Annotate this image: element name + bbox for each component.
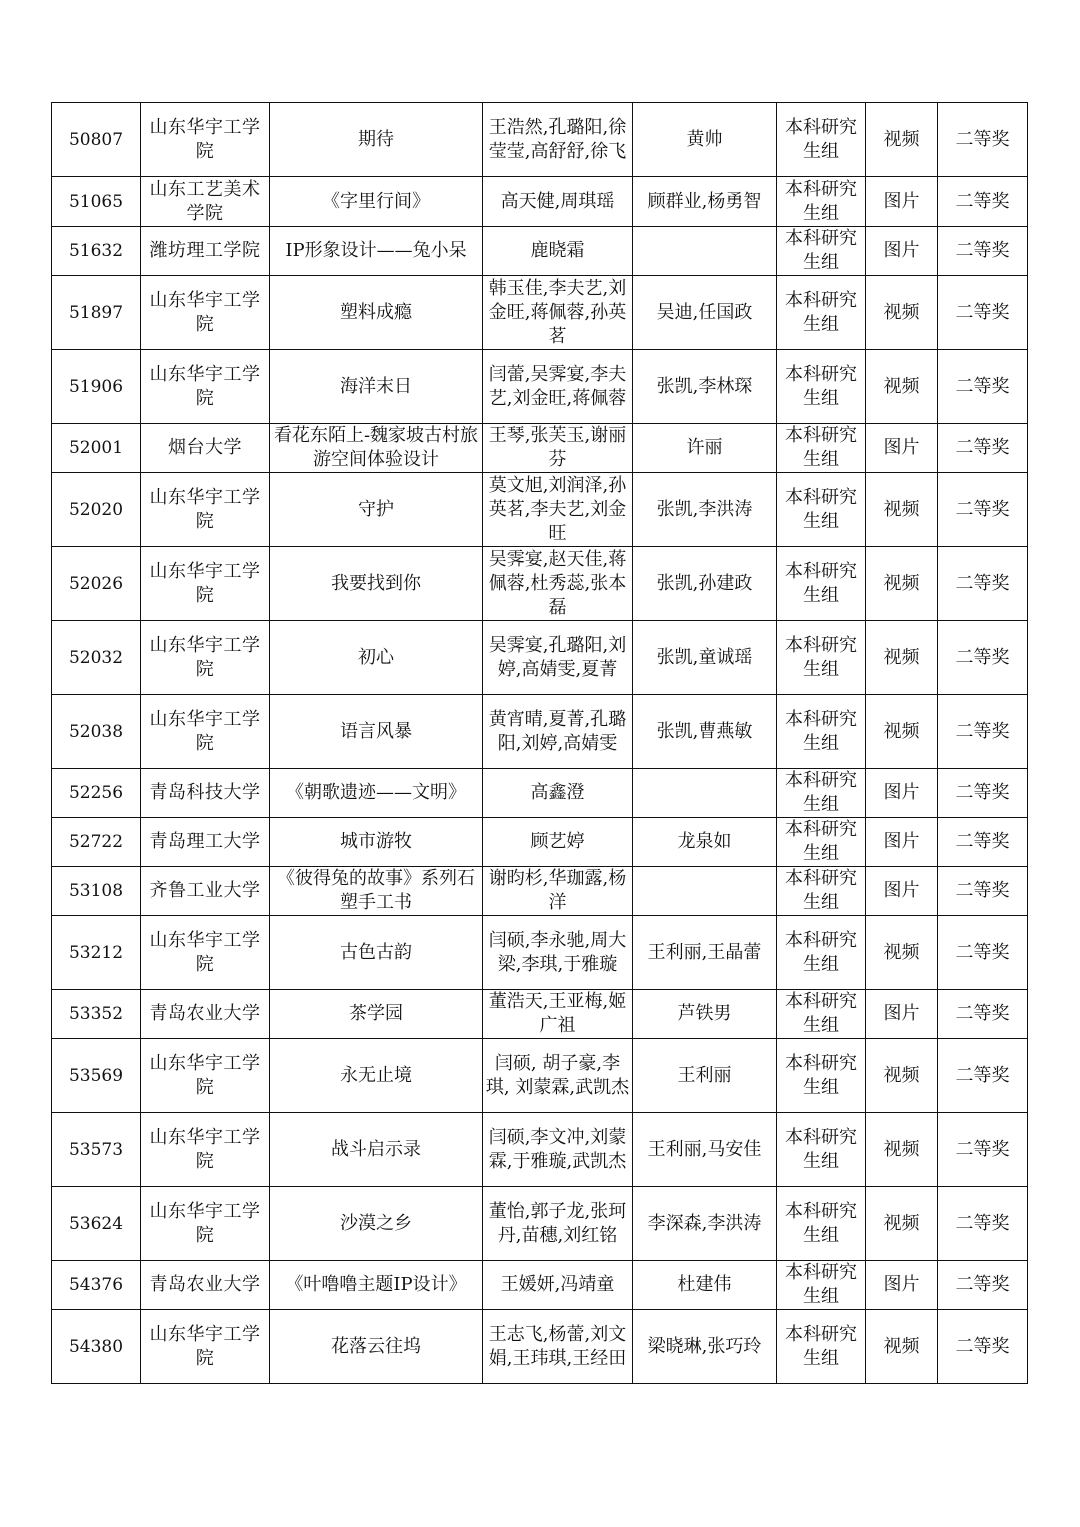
table-row xyxy=(52,1113,1028,1187)
authors-cell: 高天健,周琪瑶 xyxy=(483,177,633,227)
work-type-cell: 视频 xyxy=(866,1113,938,1187)
authors-cell: 董浩天,王亚梅,姬广祖 xyxy=(483,990,633,1039)
award-level-cell: 二等奖 xyxy=(938,547,1028,621)
award-level-cell: 二等奖 xyxy=(938,1039,1028,1113)
school-cell: 齐鲁工业大学 xyxy=(141,867,270,916)
authors-cell: 莫文旭,刘润泽,孙英茗,李夫艺,刘金旺 xyxy=(483,473,633,547)
entry-id-cell: 53212 xyxy=(52,916,141,990)
table-row xyxy=(52,1261,1028,1310)
group-cell: 本科研究生组 xyxy=(777,103,866,177)
table-row xyxy=(52,547,1028,621)
entry-id-cell: 52256 xyxy=(52,769,141,818)
work-type-cell: 视频 xyxy=(866,916,938,990)
school-cell: 山东华宇工学院 xyxy=(141,1187,270,1261)
work-title-cell: 塑料成瘾 xyxy=(270,276,483,350)
entry-id-cell: 51906 xyxy=(52,350,141,424)
work-type-cell: 视频 xyxy=(866,1187,938,1261)
table-row xyxy=(52,227,1028,276)
advisors-cell: 张凯,童诚瑶 xyxy=(633,621,777,695)
award-level-cell: 二等奖 xyxy=(938,769,1028,818)
work-type-cell: 视频 xyxy=(866,695,938,769)
authors-cell: 闫硕,李文冲,刘蒙霖,于雅璇,武凯杰 xyxy=(483,1113,633,1187)
work-type-cell: 视频 xyxy=(866,103,938,177)
table-row xyxy=(52,350,1028,424)
award-table xyxy=(51,102,1028,1384)
advisors-cell: 许丽 xyxy=(633,424,777,473)
school-cell: 山东华宇工学院 xyxy=(141,916,270,990)
entry-id-cell: 53569 xyxy=(52,1039,141,1113)
authors-cell: 闫蕾,吴霁宴,李夫艺,刘金旺,蒋佩蓉 xyxy=(483,350,633,424)
work-type-cell: 图片 xyxy=(866,227,938,276)
group-cell: 本科研究生组 xyxy=(777,695,866,769)
work-type-cell: 图片 xyxy=(866,424,938,473)
authors-cell: 顾艺婷 xyxy=(483,818,633,867)
authors-cell: 王媛妍,冯靖童 xyxy=(483,1261,633,1310)
group-cell: 本科研究生组 xyxy=(777,867,866,916)
group-cell: 本科研究生组 xyxy=(777,547,866,621)
authors-cell: 鹿晓霜 xyxy=(483,227,633,276)
work-title-cell: 《朝歌遗迹——文明》 xyxy=(270,769,483,818)
table-row xyxy=(52,424,1028,473)
authors-cell: 吴霁宴,赵天佳,蒋佩蓉,杜秀蕊,张本磊 xyxy=(483,547,633,621)
table-row xyxy=(52,1310,1028,1384)
award-level-cell: 二等奖 xyxy=(938,1187,1028,1261)
authors-cell: 闫硕,李永驰,周大梁,李琪,于雅璇 xyxy=(483,916,633,990)
entry-id-cell: 53624 xyxy=(52,1187,141,1261)
work-title-cell: 《彼得兔的故事》系列石塑手工书 xyxy=(270,867,483,916)
authors-cell: 韩玉佳,李夫艺,刘金旺,蒋佩蓉,孙英茗 xyxy=(483,276,633,350)
advisors-cell: 龙泉如 xyxy=(633,818,777,867)
table-row xyxy=(52,916,1028,990)
work-title-cell: 战斗启示录 xyxy=(270,1113,483,1187)
table-row xyxy=(52,276,1028,350)
work-title-cell: 《叶噜噜主题IP设计》 xyxy=(270,1261,483,1310)
school-cell: 山东工艺美术学院 xyxy=(141,177,270,227)
school-cell: 山东华宇工学院 xyxy=(141,1310,270,1384)
authors-cell: 王浩然,孔璐阳,徐莹莹,高舒舒,徐飞 xyxy=(483,103,633,177)
advisors-cell xyxy=(633,227,777,276)
group-cell: 本科研究生组 xyxy=(777,769,866,818)
school-cell: 山东华宇工学院 xyxy=(141,276,270,350)
work-title-cell: 守护 xyxy=(270,473,483,547)
work-type-cell: 视频 xyxy=(866,621,938,695)
award-level-cell: 二等奖 xyxy=(938,177,1028,227)
work-title-cell: 城市游牧 xyxy=(270,818,483,867)
entry-id-cell: 51632 xyxy=(52,227,141,276)
award-level-cell: 二等奖 xyxy=(938,1261,1028,1310)
advisors-cell: 黄帅 xyxy=(633,103,777,177)
school-cell: 山东华宇工学院 xyxy=(141,350,270,424)
group-cell: 本科研究生组 xyxy=(777,990,866,1039)
school-cell: 青岛农业大学 xyxy=(141,1261,270,1310)
advisors-cell xyxy=(633,867,777,916)
table-row xyxy=(52,990,1028,1039)
school-cell: 山东华宇工学院 xyxy=(141,1039,270,1113)
group-cell: 本科研究生组 xyxy=(777,1187,866,1261)
entry-id-cell: 52020 xyxy=(52,473,141,547)
entry-id-cell: 51065 xyxy=(52,177,141,227)
work-type-cell: 图片 xyxy=(866,177,938,227)
advisors-cell: 杜建伟 xyxy=(633,1261,777,1310)
award-level-cell: 二等奖 xyxy=(938,867,1028,916)
work-type-cell: 视频 xyxy=(866,350,938,424)
entry-id-cell: 53352 xyxy=(52,990,141,1039)
table-row xyxy=(52,621,1028,695)
work-title-cell: 我要找到你 xyxy=(270,547,483,621)
authors-cell: 高鑫澄 xyxy=(483,769,633,818)
work-title-cell: 语言风暴 xyxy=(270,695,483,769)
school-cell: 烟台大学 xyxy=(141,424,270,473)
award-level-cell: 二等奖 xyxy=(938,818,1028,867)
work-title-cell: 古色古韵 xyxy=(270,916,483,990)
entry-id-cell: 53573 xyxy=(52,1113,141,1187)
award-level-cell: 二等奖 xyxy=(938,1113,1028,1187)
school-cell: 山东华宇工学院 xyxy=(141,1113,270,1187)
advisors-cell xyxy=(633,769,777,818)
table-row xyxy=(52,1187,1028,1261)
work-type-cell: 图片 xyxy=(866,867,938,916)
award-level-cell: 二等奖 xyxy=(938,473,1028,547)
advisors-cell: 王利丽,王晶蕾 xyxy=(633,916,777,990)
work-type-cell: 视频 xyxy=(866,276,938,350)
work-type-cell: 图片 xyxy=(866,818,938,867)
group-cell: 本科研究生组 xyxy=(777,818,866,867)
advisors-cell: 顾群业,杨勇智 xyxy=(633,177,777,227)
table-row xyxy=(52,473,1028,547)
table-row xyxy=(52,818,1028,867)
group-cell: 本科研究生组 xyxy=(777,621,866,695)
entry-id-cell: 54376 xyxy=(52,1261,141,1310)
work-type-cell: 图片 xyxy=(866,1261,938,1310)
award-level-cell: 二等奖 xyxy=(938,990,1028,1039)
award-level-cell: 二等奖 xyxy=(938,103,1028,177)
group-cell: 本科研究生组 xyxy=(777,350,866,424)
group-cell: 本科研究生组 xyxy=(777,1039,866,1113)
school-cell: 山东华宇工学院 xyxy=(141,547,270,621)
award-level-cell: 二等奖 xyxy=(938,350,1028,424)
group-cell: 本科研究生组 xyxy=(777,916,866,990)
work-title-cell: 沙漠之乡 xyxy=(270,1187,483,1261)
advisors-cell: 吴迪,任国政 xyxy=(633,276,777,350)
advisors-cell: 梁晓琳,张巧玲 xyxy=(633,1310,777,1384)
school-cell: 山东华宇工学院 xyxy=(141,103,270,177)
group-cell: 本科研究生组 xyxy=(777,473,866,547)
advisors-cell: 张凯,李洪涛 xyxy=(633,473,777,547)
work-type-cell: 视频 xyxy=(866,1310,938,1384)
group-cell: 本科研究生组 xyxy=(777,276,866,350)
table-row xyxy=(52,103,1028,177)
advisors-cell: 李深森,李洪涛 xyxy=(633,1187,777,1261)
school-cell: 潍坊理工学院 xyxy=(141,227,270,276)
entry-id-cell: 52038 xyxy=(52,695,141,769)
group-cell: 本科研究生组 xyxy=(777,177,866,227)
school-cell: 山东华宇工学院 xyxy=(141,473,270,547)
work-title-cell: 永无止境 xyxy=(270,1039,483,1113)
school-cell: 青岛理工大学 xyxy=(141,818,270,867)
work-title-cell: IP形象设计——兔小呆 xyxy=(270,227,483,276)
work-title-cell: 海洋末日 xyxy=(270,350,483,424)
work-type-cell: 视频 xyxy=(866,1039,938,1113)
authors-cell: 吴霁宴,孔璐阳,刘婷,高婧雯,夏菁 xyxy=(483,621,633,695)
entry-id-cell: 52722 xyxy=(52,818,141,867)
table-row xyxy=(52,867,1028,916)
group-cell: 本科研究生组 xyxy=(777,1310,866,1384)
advisors-cell: 王利丽,马安佳 xyxy=(633,1113,777,1187)
authors-cell: 王琴,张芙玉,谢丽芬 xyxy=(483,424,633,473)
advisors-cell: 芦铁男 xyxy=(633,990,777,1039)
entry-id-cell: 51897 xyxy=(52,276,141,350)
entry-id-cell: 53108 xyxy=(52,867,141,916)
award-level-cell: 二等奖 xyxy=(938,695,1028,769)
school-cell: 青岛科技大学 xyxy=(141,769,270,818)
work-title-cell: 初心 xyxy=(270,621,483,695)
authors-cell: 董怡,郭子龙,张珂丹,苗穗,刘红铭 xyxy=(483,1187,633,1261)
school-cell: 山东华宇工学院 xyxy=(141,695,270,769)
table-row xyxy=(52,177,1028,227)
award-level-cell: 二等奖 xyxy=(938,424,1028,473)
entry-id-cell: 52026 xyxy=(52,547,141,621)
work-type-cell: 图片 xyxy=(866,769,938,818)
authors-cell: 谢昀杉,华珈露,杨洋 xyxy=(483,867,633,916)
group-cell: 本科研究生组 xyxy=(777,424,866,473)
authors-cell: 黄宵晴,夏菁,孔璐阳,刘婷,高婧雯 xyxy=(483,695,633,769)
entry-id-cell: 50807 xyxy=(52,103,141,177)
work-title-cell: 茶学园 xyxy=(270,990,483,1039)
entry-id-cell: 52001 xyxy=(52,424,141,473)
school-cell: 青岛农业大学 xyxy=(141,990,270,1039)
work-title-cell: 期待 xyxy=(270,103,483,177)
school-cell: 山东华宇工学院 xyxy=(141,621,270,695)
table-row xyxy=(52,769,1028,818)
award-table-body xyxy=(52,103,1028,1384)
group-cell: 本科研究生组 xyxy=(777,1261,866,1310)
table-row xyxy=(52,1039,1028,1113)
advisors-cell: 张凯,曹燕敏 xyxy=(633,695,777,769)
entry-id-cell: 54380 xyxy=(52,1310,141,1384)
authors-cell: 王志飞,杨蕾,刘文娟,王玮琪,王经田 xyxy=(483,1310,633,1384)
table-row xyxy=(52,695,1028,769)
work-type-cell: 视频 xyxy=(866,547,938,621)
group-cell: 本科研究生组 xyxy=(777,227,866,276)
work-type-cell: 视频 xyxy=(866,473,938,547)
authors-cell: 闫硕, 胡子豪,李琪, 刘蒙霖,武凯杰 xyxy=(483,1039,633,1113)
award-level-cell: 二等奖 xyxy=(938,227,1028,276)
award-level-cell: 二等奖 xyxy=(938,1310,1028,1384)
work-title-cell: 《字里行间》 xyxy=(270,177,483,227)
work-title-cell: 花落云往坞 xyxy=(270,1310,483,1384)
advisors-cell: 张凯,李林琛 xyxy=(633,350,777,424)
work-title-cell: 看花东陌上-魏家坡古村旅游空间体验设计 xyxy=(270,424,483,473)
award-level-cell: 二等奖 xyxy=(938,276,1028,350)
work-type-cell: 图片 xyxy=(866,990,938,1039)
entry-id-cell: 52032 xyxy=(52,621,141,695)
award-level-cell: 二等奖 xyxy=(938,621,1028,695)
award-level-cell: 二等奖 xyxy=(938,916,1028,990)
group-cell: 本科研究生组 xyxy=(777,1113,866,1187)
advisors-cell: 张凯,孙建政 xyxy=(633,547,777,621)
advisors-cell: 王利丽 xyxy=(633,1039,777,1113)
